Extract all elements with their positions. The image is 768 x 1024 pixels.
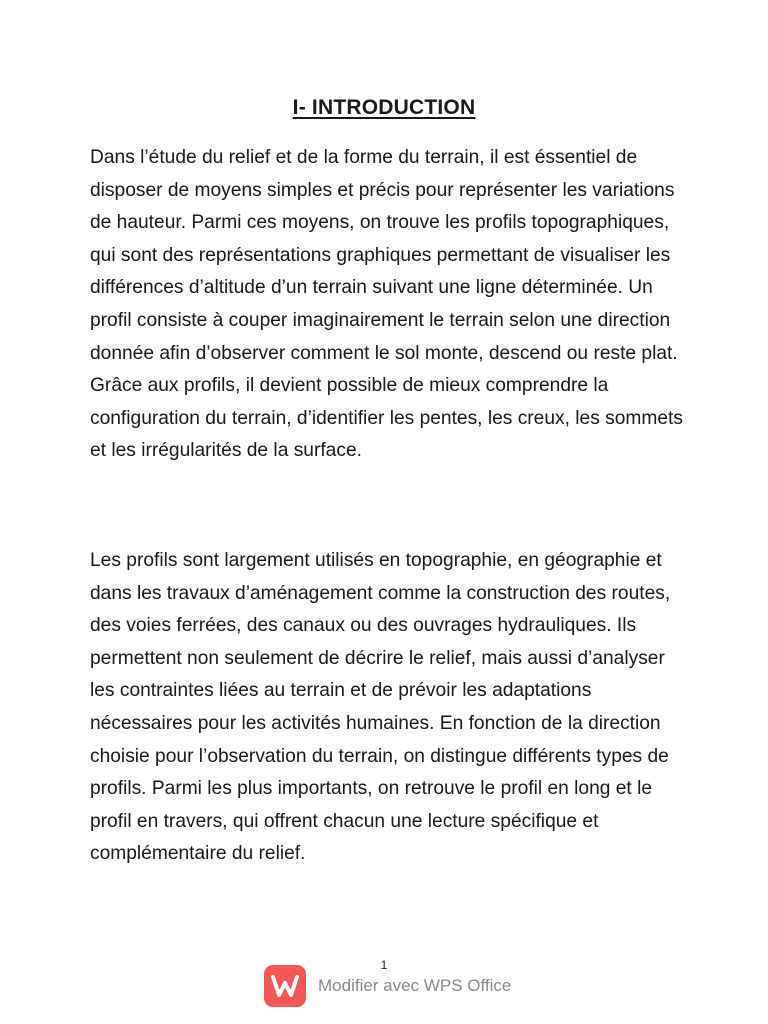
paragraph-1: Dans l’étude du relief et de la forme du terrain, il est éssentiel de disposer de moyens simples et précis pour représenter les variations de hauteur. Parmi ces moyens, on trouve les profils topographiques, qui sont des représentations graphiques permettant de visualiser les différences d’altitude d’un terrain suivant une ligne déterminée. Un profil consiste à couper imaginairement le terrain selon une direction donnée afin d’observer comment le sol monte, descend ou reste plat. Grâce aux profils, il devient possible de mieux comprendre la configuration du terrain, d’identifier les pentes, les creux, les sommets et les irrégularités de la surface. [90, 147, 683, 462]
wps-edit-label[interactable]: Modifier avec WPS Office [318, 976, 512, 995]
paragraph-2: Les profils sont largement utilisés en topographie, en géographie et dans les travaux d’aménagement comme la construction des routes, des voies ferrées, des canaux ou des ouvrages hydrauliques. Ils permettent non seulement de décrire le relief, mais aussi d’analyser les contraintes liées au terrain et de prévoir les adaptations nécessaires pour les activités humaines. En fonction de la direction choisie pour l’observation du terrain, on distingue différents types de profils. Parmi les plus importants, on retrouve le profil en long et le profil en travers, qui offrent chacun une lecture spécifique et complémentaire du relief. [90, 550, 671, 865]
page-number: 1 [380, 958, 388, 972]
section-heading: I- INTRODUCTION [292, 96, 476, 119]
wps-edit-footer[interactable] [264, 964, 511, 1008]
wps-office-logo-icon[interactable] [264, 965, 306, 1007]
